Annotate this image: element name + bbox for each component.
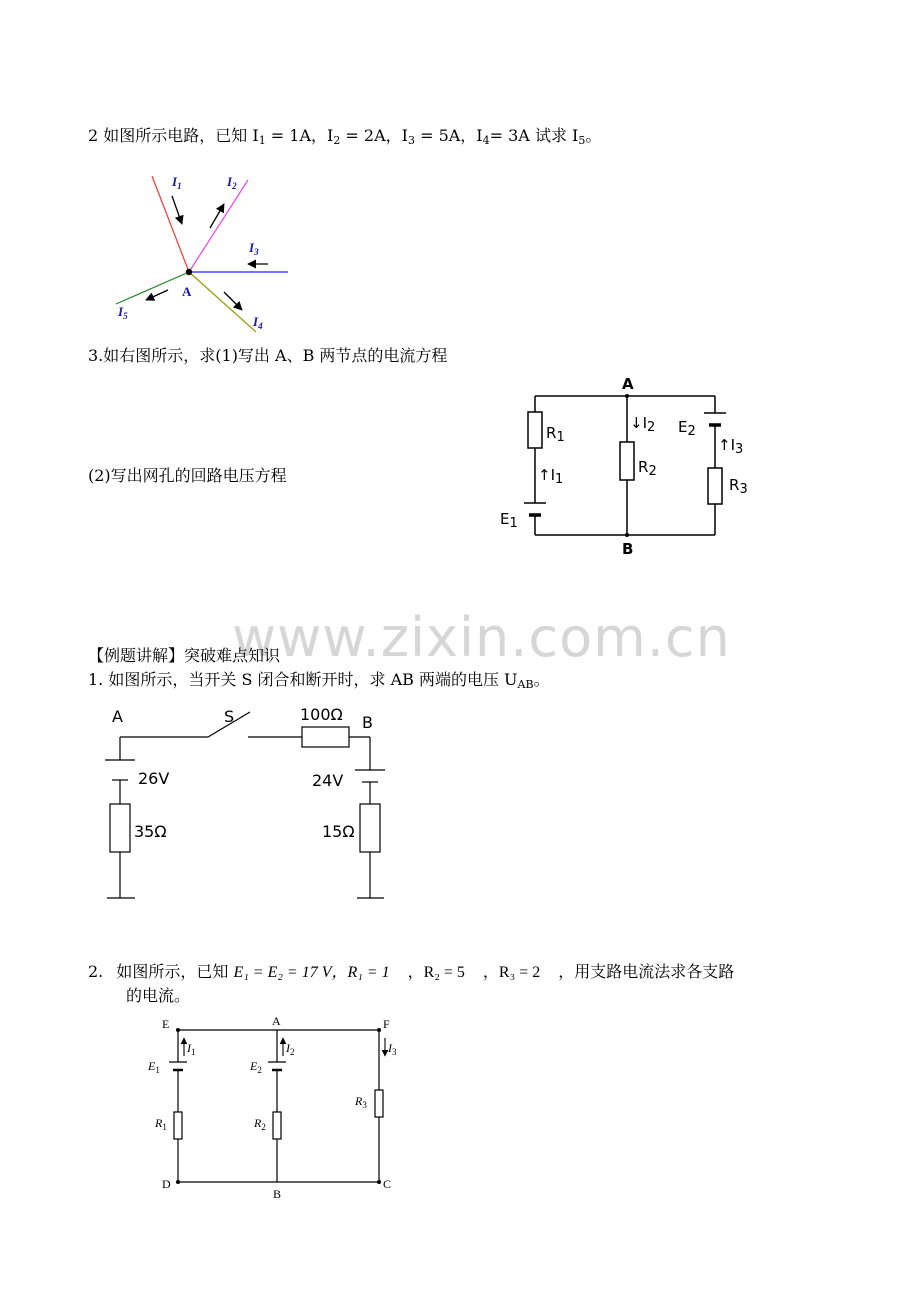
node-c-dot — [377, 1180, 381, 1184]
label-i1: ↑I1 — [538, 466, 564, 487]
problem2-text — [88, 126, 601, 151]
example2-number: 2. — [88, 962, 104, 981]
text-part: = 3A 试求 I — [489, 126, 579, 145]
label-f: F — [383, 1017, 390, 1031]
node-a-dot — [625, 394, 629, 398]
text-part: = 1A，I — [265, 126, 334, 145]
problem3-line2: (2)写出网孔的回路电压方程 — [88, 466, 287, 485]
text-part: = 2A，I — [340, 126, 408, 145]
label-e1: E1 — [500, 510, 518, 531]
example2-r3: ，R₃ = 2 — [482, 964, 541, 981]
wire-i1 — [152, 176, 189, 272]
label-a: A — [272, 1014, 281, 1028]
text-part: 。 — [585, 126, 602, 145]
text-part: = 5A，I — [414, 126, 483, 145]
wire-i2 — [189, 180, 248, 272]
switch-circuit-diagram — [100, 700, 400, 910]
node-d-dot — [176, 1180, 180, 1184]
label-24v: 24V — [312, 771, 344, 790]
arrow-i2 — [210, 204, 224, 228]
node-a-dot — [186, 269, 192, 275]
node-b-dot — [625, 533, 629, 537]
problem3-line1: 3.如右图所示，求(1)写出 A、B 两节点的电流方程 — [88, 346, 448, 365]
arrow-i5 — [146, 290, 168, 300]
example2-eq: E₁ = E₂ = 17 V，R₁ = 1 — [233, 964, 390, 981]
label-e1: $E_1$ — [148, 1059, 160, 1075]
label-100ohm: 100Ω — [300, 705, 343, 724]
label-r1: $R_1$ — [155, 1116, 167, 1132]
label-i3: $I_3$ — [388, 1041, 397, 1057]
resistor-100 — [302, 727, 349, 747]
node-e-dot — [176, 1028, 180, 1032]
example2-line1 — [88, 962, 734, 983]
sub: 5 — [578, 134, 586, 147]
resistor-35 — [110, 804, 130, 852]
example1-text — [88, 670, 550, 695]
branch-circuit-diagram — [140, 1010, 410, 1205]
label-i5: $I_5$ — [118, 304, 128, 321]
sub: 2 — [333, 134, 341, 147]
resistor-r2 — [273, 1112, 281, 1139]
node-current-diagram — [100, 168, 300, 340]
watermark: www.zixin.com.cn — [232, 606, 731, 669]
mesh-circuit-diagram — [492, 370, 762, 562]
label-b: B — [362, 713, 373, 732]
label-i2: $I_2$ — [227, 174, 237, 191]
example2-post: ，用支路电流法求各支路 — [558, 962, 735, 981]
label-i3: ↑I3 — [718, 436, 744, 457]
label-node-a: A — [182, 284, 192, 299]
label-s: S — [224, 707, 235, 726]
sub: AB — [517, 678, 534, 691]
label-node-b: B — [622, 540, 634, 558]
label-b: B — [273, 1187, 282, 1201]
label-15ohm: 15Ω — [322, 822, 355, 841]
resistor-r1 — [528, 412, 542, 448]
sub: 4 — [482, 134, 490, 147]
resistor-15 — [360, 804, 380, 852]
label-r3: $R_3$ — [355, 1094, 367, 1110]
wire-i5 — [116, 272, 189, 304]
label-node-a: A — [622, 375, 634, 393]
sub: 3 — [407, 134, 415, 147]
label-a: A — [112, 707, 123, 726]
arrow-i1 — [172, 196, 182, 224]
label-i1: $I_1$ — [172, 174, 182, 191]
resistor-r3 — [708, 468, 722, 504]
label-e2: $E_2$ — [250, 1059, 262, 1075]
label-r2: $R_2$ — [254, 1116, 266, 1132]
label-r1: R1 — [546, 424, 565, 445]
example2-r2: ，R₂ = 5 — [407, 964, 465, 981]
example2-pre: 如图所示，已知 — [116, 962, 234, 981]
resistor-r2 — [620, 442, 634, 480]
label-d: D — [162, 1177, 171, 1191]
arrow-i4 — [224, 292, 242, 310]
label-e: E — [162, 1017, 170, 1031]
problem2-number: 2 — [88, 126, 99, 145]
label-r3: R3 — [729, 476, 748, 497]
example2-line2: 的电流。 — [126, 986, 191, 1005]
wire-i4 — [189, 272, 256, 332]
label-e2: E2 — [678, 418, 696, 439]
label-i1: $I_1$ — [187, 1041, 196, 1057]
resistor-r1 — [174, 1112, 182, 1139]
sub: 1 — [258, 134, 266, 147]
section-heading: 【例题讲解】突破难点知识 — [88, 646, 281, 665]
text-part: 。 — [533, 670, 550, 689]
label-i3: $I_3$ — [249, 240, 259, 257]
label-i2: ↓I2 — [630, 414, 656, 435]
label-i2: $I_2$ — [286, 1041, 295, 1057]
node-f-dot — [377, 1028, 381, 1032]
resistor-r3 — [375, 1090, 383, 1117]
problem2-pre: 如图所示电路，已知 I — [103, 126, 259, 145]
example1-body: 1. 如图所示，当开关 S 闭合和断开时，求 AB 两端的电压 U — [88, 670, 518, 689]
label-r2: R2 — [638, 458, 657, 479]
label-c: C — [383, 1177, 392, 1191]
label-35ohm: 35Ω — [134, 822, 167, 841]
label-i4: $I_4$ — [253, 314, 263, 331]
label-26v: 26V — [138, 769, 170, 788]
